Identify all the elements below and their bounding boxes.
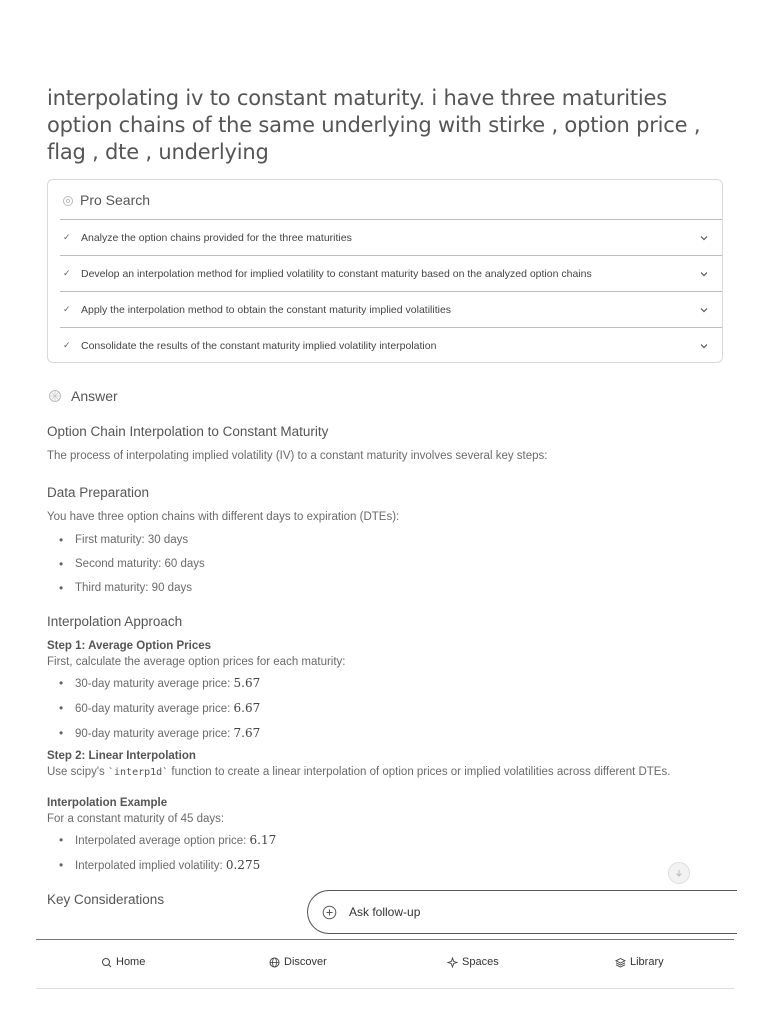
pro-step-label: Analyze the option chains provided for the three maturities <box>81 231 352 244</box>
follow-up-bar[interactable] <box>307 890 737 934</box>
section-heading: Option Chain Interpolation to Constant Maturity <box>47 424 329 439</box>
inline-code: `interp1d` <box>108 767 169 778</box>
check-icon: ✓ <box>63 340 71 350</box>
pro-step-4[interactable] <box>60 327 722 363</box>
section-text: Use scipy's `interp1d` function to create a linear interpolation of option prices or implied volatilities across different DTEs. <box>47 766 671 778</box>
nav-spaces[interactable] <box>447 956 499 968</box>
section-heading: Key Considerations <box>47 892 165 907</box>
pro-step-3[interactable] <box>60 291 722 327</box>
check-icon: ✓ <box>63 268 71 278</box>
check-icon: ✓ <box>63 304 71 314</box>
question-title: interpolating iv to constant maturity. i have three maturities option chains of the same underlying with stirke , option price , flag , dte , underlying <box>47 86 701 164</box>
average-price-list <box>47 671 737 746</box>
step-title: Step 1: Average Option Prices <box>47 640 212 652</box>
chevron-down-icon[interactable] <box>698 340 710 352</box>
pro-search-title: Pro Search <box>80 191 151 208</box>
nav-home[interactable] <box>101 956 145 968</box>
globe-icon <box>269 957 280 968</box>
list-item: • Third maturity: 90 days <box>47 576 737 600</box>
pro-step-label: Apply the interpolation method to obtain the constant maturity implied volatilities <box>81 303 452 316</box>
section-text: The process of interpolating implied volatility (IV) to a constant maturity involves several key steps: <box>47 450 548 462</box>
pro-search-header <box>48 180 722 219</box>
list-item: • First maturity: 30 days <box>47 528 737 552</box>
chevron-down-icon[interactable] <box>698 304 710 316</box>
list-item: • 90-day maturity average price: 7.67 <box>47 721 737 746</box>
list-item: • 60-day maturity average price: 6.67 <box>47 696 737 721</box>
pro-search-panel <box>47 179 723 363</box>
pro-search-icon <box>62 194 74 206</box>
pro-step-label: Develop an interpolation method for implied volatility to constant maturity based on the analyzed option chains <box>81 267 592 280</box>
nav-spaces-label: Spaces <box>462 956 499 968</box>
pro-step-2[interactable] <box>60 255 722 291</box>
subheading: Interpolation Example <box>47 797 168 809</box>
section-heading: Interpolation Approach <box>47 614 183 629</box>
nav-discover-label: Discover <box>284 956 327 968</box>
answer-label: Answer <box>71 388 118 404</box>
nav-library[interactable] <box>615 956 664 968</box>
example-list <box>47 828 737 878</box>
nav-home-label: Home <box>116 956 146 968</box>
answer-header <box>47 388 118 404</box>
layers-icon <box>615 957 626 968</box>
step-title: Step 2: Linear Interpolation <box>47 750 196 762</box>
section-text: First, calculate the average option prices for each maturity: <box>47 656 346 668</box>
nav-library-label: Library <box>630 956 664 968</box>
list-item: • 30-day maturity average price: 5.67 <box>47 671 737 696</box>
chevron-down-icon[interactable] <box>698 268 710 280</box>
list-item: • Second maturity: 60 days <box>47 552 737 576</box>
pro-step-label: Consolidate the results of the constant maturity implied volatility interpolation <box>81 339 437 352</box>
answer-icon <box>47 388 63 404</box>
check-icon: ✓ <box>63 232 71 242</box>
bottom-navigation <box>36 939 734 989</box>
nav-discover[interactable] <box>269 956 327 968</box>
maturity-list <box>47 528 737 600</box>
sparkle-icon <box>447 957 458 968</box>
search-icon <box>101 957 112 968</box>
pro-step-1[interactable] <box>60 219 722 255</box>
scroll-down-button[interactable] <box>668 862 690 884</box>
section-text: For a constant maturity of 45 days: <box>47 813 225 825</box>
chevron-down-icon[interactable] <box>698 232 710 244</box>
follow-up-input[interactable] <box>349 905 649 919</box>
section-text: You have three option chains with different days to expiration (DTEs): <box>47 511 400 523</box>
answer-content <box>47 424 737 916</box>
list-item: • Interpolated implied volatility: 0.275 <box>47 853 737 878</box>
section-heading: Data Preparation <box>47 485 150 500</box>
list-item: • Interpolated average option price: 6.17 <box>47 828 737 853</box>
arrow-down-icon <box>674 868 684 878</box>
plus-circle-icon[interactable] <box>322 905 337 920</box>
